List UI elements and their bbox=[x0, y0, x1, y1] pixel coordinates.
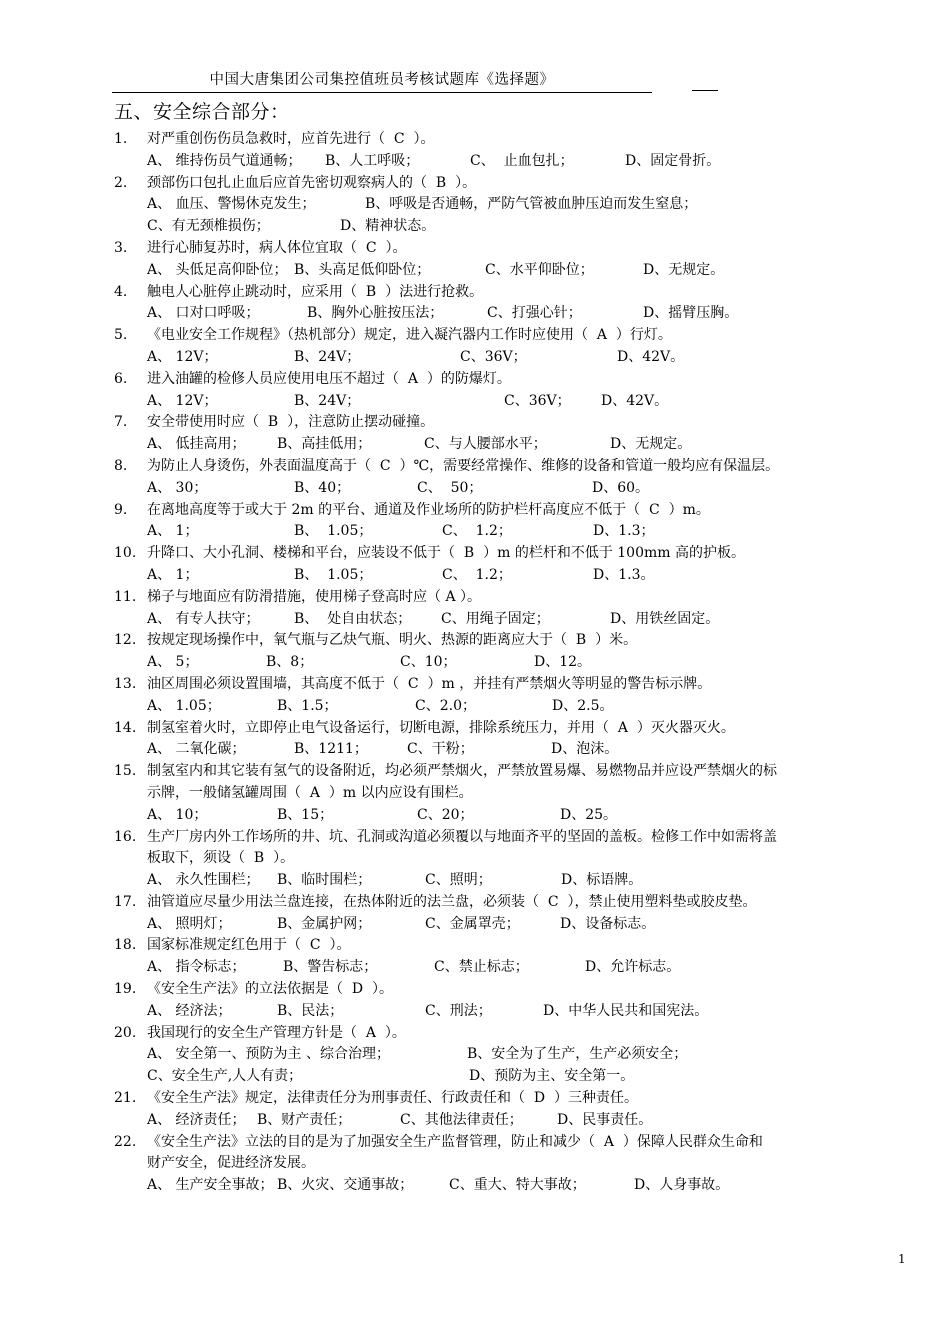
question-item bbox=[114, 935, 914, 979]
answer-option: D、42V。 bbox=[601, 392, 669, 409]
options-row bbox=[114, 216, 914, 238]
question-text: 升降口、大小孔洞、楼梯和平台，应装设不低于（ B ）m 的栏杆和不低于 100mm 高的护板。 bbox=[147, 545, 745, 562]
options-row bbox=[114, 565, 914, 587]
question-stem bbox=[114, 761, 914, 783]
answer-option: C、 1.2； bbox=[442, 523, 512, 540]
answer-option: C、2.0； bbox=[415, 697, 476, 714]
answer-option: C、刑法； bbox=[425, 1002, 492, 1019]
question-text: 我国现行的安全生产管理方针是（ A ）。 bbox=[147, 1024, 406, 1041]
options-row bbox=[114, 303, 914, 325]
question-stem bbox=[114, 282, 914, 304]
answer-option: B、1.5； bbox=[277, 697, 338, 714]
options-row bbox=[114, 478, 914, 500]
question-number: 19. bbox=[114, 981, 137, 998]
question-number: 15. bbox=[114, 763, 137, 780]
question-text: 进行心肺复苏时，病人体位宜取（ C ）。 bbox=[147, 239, 407, 256]
answer-option: B、警告标志； bbox=[283, 959, 378, 976]
question-stem bbox=[114, 325, 914, 347]
answer-option: B、24V； bbox=[294, 348, 361, 365]
answer-option: B、24V； bbox=[294, 392, 361, 409]
question-stem bbox=[114, 587, 914, 609]
question-item bbox=[114, 979, 914, 1023]
question-number: 10. bbox=[114, 545, 137, 562]
question-number: 14. bbox=[114, 719, 137, 736]
answer-option: B、临时围栏； bbox=[277, 872, 372, 889]
answer-option: A、 12V； bbox=[147, 348, 218, 365]
question-number: 7. bbox=[114, 414, 128, 431]
answer-option: D、摇臂压胸。 bbox=[643, 305, 739, 322]
options-row bbox=[114, 609, 914, 631]
question-stem bbox=[114, 979, 914, 1001]
question-text: 《安全生产法》规定，法律责任分为刑事责任、行政责任和（ D ）三种责任。 bbox=[147, 1090, 639, 1107]
answer-option: C、重大、特大事故； bbox=[449, 1177, 586, 1194]
answer-option: C、用绳子固定； bbox=[441, 610, 550, 627]
question-text: 进入油罐的检修人员应使用电压不超过（ A ）的防爆灯。 bbox=[147, 370, 511, 387]
answer-option: C、 50； bbox=[417, 479, 483, 496]
answer-option: D、60。 bbox=[592, 479, 650, 496]
question-text: 《安全生产法》立法的目的是为了加强安全生产监督管理，防止和减少（ A ）保障人民群众生命和 bbox=[147, 1133, 763, 1150]
question-stem bbox=[114, 674, 914, 696]
question-stem bbox=[114, 1088, 914, 1110]
answer-option: D、25。 bbox=[560, 806, 618, 823]
answer-option: C、20； bbox=[417, 806, 474, 823]
answer-option: A、 1； bbox=[147, 523, 199, 540]
question-item bbox=[114, 282, 914, 326]
answer-option: C、10； bbox=[400, 654, 457, 671]
answer-option: C、 1.2； bbox=[442, 566, 512, 583]
answer-option: A、 永久性围栏； bbox=[147, 872, 260, 889]
question-number: 4. bbox=[114, 283, 128, 300]
question-number: 5. bbox=[114, 327, 128, 344]
question-item bbox=[114, 543, 914, 587]
options-row bbox=[114, 957, 914, 979]
question-item bbox=[114, 1132, 914, 1197]
answer-option: D、标语牌。 bbox=[561, 872, 643, 889]
question-number: 6. bbox=[114, 370, 128, 387]
question-item bbox=[114, 1023, 914, 1088]
question-number: 13. bbox=[114, 675, 137, 692]
question-text: 制氢室着火时，立即停止电气设备运行，切断电源，排除系统压力，并用（ A ）灭火器灭火。 bbox=[147, 719, 735, 736]
answer-option: B、 处自由状态； bbox=[294, 610, 412, 627]
answer-option: A、 二氧化碳； bbox=[147, 741, 246, 758]
question-text: 生产厂房内外工作场所的井、坑、孔洞或沟道必须覆以与地面齐平的坚固的盖板。检修工作中如需将盖 bbox=[147, 828, 777, 845]
question-item bbox=[114, 892, 914, 936]
options-row bbox=[114, 914, 914, 936]
answer-option: B、火灾、交通事故； bbox=[277, 1177, 414, 1194]
question-stem bbox=[114, 369, 914, 391]
question-number: 21. bbox=[114, 1090, 137, 1107]
question-item bbox=[114, 761, 914, 826]
answer-option: A、 指令标志； bbox=[147, 959, 246, 976]
question-number: 11. bbox=[114, 588, 137, 605]
options-row bbox=[114, 696, 914, 718]
answer-option: A、 生产安全事故； bbox=[147, 1177, 274, 1194]
question-text-continued: 示牌，一般储氢罐周围（ A ）m 以内应设有围栏。 bbox=[147, 784, 473, 801]
answer-option: D、泡沫。 bbox=[551, 741, 619, 758]
answer-option: B、人工呼吸； bbox=[325, 152, 420, 169]
options-row bbox=[114, 521, 914, 543]
question-item bbox=[114, 718, 914, 762]
question-number: 20. bbox=[114, 1024, 137, 1041]
answer-option: B、40； bbox=[294, 479, 351, 496]
answer-option: A、 照明灯； bbox=[147, 915, 232, 932]
answer-option: C、36V； bbox=[460, 348, 527, 365]
question-item bbox=[114, 630, 914, 674]
answer-option: C、与人腰部水平； bbox=[424, 436, 547, 453]
options-row bbox=[114, 870, 914, 892]
question-stem bbox=[114, 500, 914, 522]
options-row bbox=[114, 1044, 914, 1066]
question-item bbox=[114, 173, 914, 238]
answer-option: C、金属罩壳； bbox=[425, 915, 520, 932]
question-item bbox=[114, 1088, 914, 1132]
answer-option: D、无规定。 bbox=[643, 261, 725, 278]
question-number: 8. bbox=[114, 457, 128, 474]
question-text: 油管道应尽量少用法兰盘连接，在热体附近的法兰盘，必须装（ C ），禁止使用塑料垫或胶皮垫。 bbox=[147, 893, 757, 910]
question-number: 9. bbox=[114, 501, 128, 518]
question-text: 国家标准规定红色用于（ C ）。 bbox=[147, 937, 351, 954]
header-rule bbox=[692, 90, 718, 91]
answer-option: B、胸外心脏按压法； bbox=[307, 305, 444, 322]
question-stem bbox=[114, 1023, 914, 1045]
section-title: 五、安全综合部分： bbox=[114, 101, 290, 123]
page-header: 中国大唐集团公司集控值班员考核试题库《选择题》 bbox=[112, 68, 652, 93]
answer-option: B、高挂低用； bbox=[277, 436, 372, 453]
answer-option: D、42V。 bbox=[617, 348, 685, 365]
question-text: 梯子与地面应有防滑措施，使用梯子登高时应（ A ）。 bbox=[147, 588, 482, 605]
options-row bbox=[114, 194, 914, 216]
question-text: 对严重创伤伤员急救时，应首先进行（ C ）。 bbox=[147, 131, 435, 147]
answer-option: D、2.5。 bbox=[552, 697, 614, 714]
question-list bbox=[114, 129, 914, 1197]
answer-option: D、用铁丝固定。 bbox=[610, 610, 720, 627]
page-number: 1 bbox=[898, 1252, 906, 1266]
question-stem bbox=[114, 238, 914, 260]
answer-option: C、 止血包扎； bbox=[470, 152, 574, 169]
answer-option: A、 12V； bbox=[147, 392, 218, 409]
answer-option: B、8； bbox=[266, 654, 314, 671]
answer-option: B、 1.05； bbox=[294, 523, 373, 540]
question-stem bbox=[114, 892, 914, 914]
answer-option: D、1.3。 bbox=[593, 566, 655, 583]
question-text: 油区周围必须设置围墙，其高度不低于（ C ）m ，并挂有严禁烟火等明显的警告标示牌。 bbox=[147, 675, 712, 692]
options-row bbox=[114, 434, 914, 456]
answer-option: C、照明； bbox=[425, 872, 492, 889]
question-text: 安全带使用时应（ B ），注意防止摆动碰撞。 bbox=[147, 414, 435, 431]
answer-option: B、安全为了生产，生产必须安全； bbox=[467, 1046, 688, 1063]
question-stem bbox=[114, 412, 914, 434]
answer-option: C、打强心针； bbox=[487, 305, 582, 322]
answer-option: C、有无颈椎损伤； bbox=[147, 218, 270, 235]
answer-option: D、无规定。 bbox=[610, 436, 692, 453]
answer-option: C、其他法律责任； bbox=[400, 1111, 523, 1128]
options-row bbox=[114, 1001, 914, 1023]
answer-option: C、禁止标志； bbox=[434, 959, 529, 976]
answer-option: C、36V； bbox=[504, 392, 571, 409]
question-stem bbox=[114, 827, 914, 849]
options-row bbox=[114, 391, 914, 413]
question-item bbox=[114, 456, 914, 500]
question-text: 触电人心脏停止跳动时，应采用（ B ）法进行抢救。 bbox=[147, 283, 484, 300]
options-row bbox=[114, 1066, 914, 1088]
question-item bbox=[114, 500, 914, 544]
question-item bbox=[114, 238, 914, 282]
question-item bbox=[114, 325, 914, 369]
answer-option: A、 维持伤员气道通畅； bbox=[147, 152, 302, 169]
answer-option: D、中华人民共和国宪法。 bbox=[543, 1002, 709, 1019]
question-number: 2. bbox=[114, 174, 128, 191]
question-number: 12. bbox=[114, 632, 137, 649]
answer-option: B、财产责任； bbox=[257, 1111, 352, 1128]
answer-option: D、设备标志。 bbox=[560, 915, 656, 932]
answer-option: C、安全生产,人人有责； bbox=[147, 1068, 303, 1085]
question-stem bbox=[114, 630, 914, 652]
answer-option: B、民法； bbox=[277, 1002, 344, 1019]
answer-option: A、 低挂高用； bbox=[147, 436, 246, 453]
question-item bbox=[114, 129, 914, 173]
question-text: 《电业安全工作规程》（热机部分）规定，进入凝汽器内工作时应使用（ A ）行灯。 bbox=[147, 327, 672, 344]
question-text: 《安全生产法》的立法依据是（ D ）。 bbox=[147, 981, 394, 998]
question-text: 颈部伤口包扎止血后应首先密切观察病人的（ B ）。 bbox=[147, 174, 477, 191]
answer-option: D、12。 bbox=[534, 654, 592, 671]
question-number: 22. bbox=[114, 1133, 137, 1150]
question-number: 16. bbox=[114, 828, 137, 845]
options-row bbox=[114, 1110, 914, 1132]
question-stem bbox=[114, 935, 914, 957]
question-text: 为防止人身烫伤，外表面温度高于（ C ）℃，需要经常操作、维修的设备和管道一般均应有保温层。 bbox=[147, 457, 780, 474]
options-row bbox=[114, 739, 914, 761]
answer-option: A、 1； bbox=[147, 566, 199, 583]
question-stem bbox=[114, 1132, 914, 1154]
answer-option: D、1.3； bbox=[593, 523, 655, 540]
answer-option: D、预防为主、安全第一。 bbox=[469, 1068, 635, 1085]
answer-option: D、人身事故。 bbox=[634, 1177, 730, 1194]
question-stem bbox=[114, 718, 914, 740]
answer-option: B、1211； bbox=[294, 741, 368, 758]
answer-option: C、水平仰卧位； bbox=[485, 261, 594, 278]
answer-option: A、 头低足高仰卧位； bbox=[147, 261, 288, 278]
options-row bbox=[114, 652, 914, 674]
question-text: 按规定现场操作中，氧气瓶与乙炔气瓶、明火、热源的距离应大于（ B ）米。 bbox=[147, 632, 638, 649]
question-item bbox=[114, 827, 914, 892]
answer-option: A、 1.05； bbox=[147, 697, 221, 714]
answer-option: A、 经济法； bbox=[147, 1002, 232, 1019]
question-item bbox=[114, 587, 914, 631]
question-number: 18. bbox=[114, 937, 137, 954]
answer-option: B、15； bbox=[277, 806, 334, 823]
answer-option: A、 血压、警惕休克发生； bbox=[147, 196, 316, 213]
answer-option: A、 安全第一、预防为主 、综合治理； bbox=[147, 1046, 391, 1063]
question-stem bbox=[114, 456, 914, 478]
question-item bbox=[114, 412, 914, 456]
options-row bbox=[114, 347, 914, 369]
question-number: 1. bbox=[114, 131, 128, 147]
question-stem bbox=[114, 543, 914, 565]
answer-option: A、 口对口呼吸； bbox=[147, 305, 260, 322]
answer-option: B、头高足低仰卧位； bbox=[294, 261, 431, 278]
answer-option: D、民事责任。 bbox=[557, 1111, 653, 1128]
answer-option: B、 1.05； bbox=[294, 566, 373, 583]
answer-option: A、 经济责任； bbox=[147, 1111, 246, 1128]
answer-option: A、 有专人扶守； bbox=[147, 610, 260, 627]
options-row bbox=[114, 151, 914, 173]
question-stem bbox=[114, 173, 914, 195]
question-text-continued: 财产安全，促进经济发展。 bbox=[147, 1155, 315, 1172]
answer-option: C、干粉； bbox=[407, 741, 474, 758]
question-stem bbox=[114, 129, 914, 151]
options-row bbox=[114, 1175, 914, 1197]
answer-option: D、固定骨折。 bbox=[625, 152, 721, 169]
question-item bbox=[114, 674, 914, 718]
answer-option: B、呼吸是否通畅，严防气管被血肿压迫而发生窒息； bbox=[365, 196, 698, 213]
options-row bbox=[114, 260, 914, 282]
question-number: 3. bbox=[114, 239, 128, 256]
options-row bbox=[114, 805, 914, 827]
answer-option: B、金属护网； bbox=[277, 915, 372, 932]
answer-option: A、 30； bbox=[147, 479, 208, 496]
answer-option: D、允许标志。 bbox=[585, 959, 681, 976]
answer-option: D、精神状态。 bbox=[340, 218, 436, 235]
answer-option: A、 5； bbox=[147, 654, 199, 671]
question-number: 17. bbox=[114, 893, 137, 910]
answer-option: A、 10； bbox=[147, 806, 208, 823]
question-text: 制氢室内和其它装有氢气的设备附近，均必须严禁烟火，严禁放置易爆、易燃物品并应设严禁烟火的标 bbox=[147, 763, 777, 780]
question-item bbox=[114, 369, 914, 413]
question-text-continued: 板取下，须设（ B ）。 bbox=[147, 850, 295, 867]
question-text: 在离地高度等于或大于 2m 的平台、通道及作业场所的防护栏杆高度应不低于（ C ）m。 bbox=[147, 501, 710, 518]
